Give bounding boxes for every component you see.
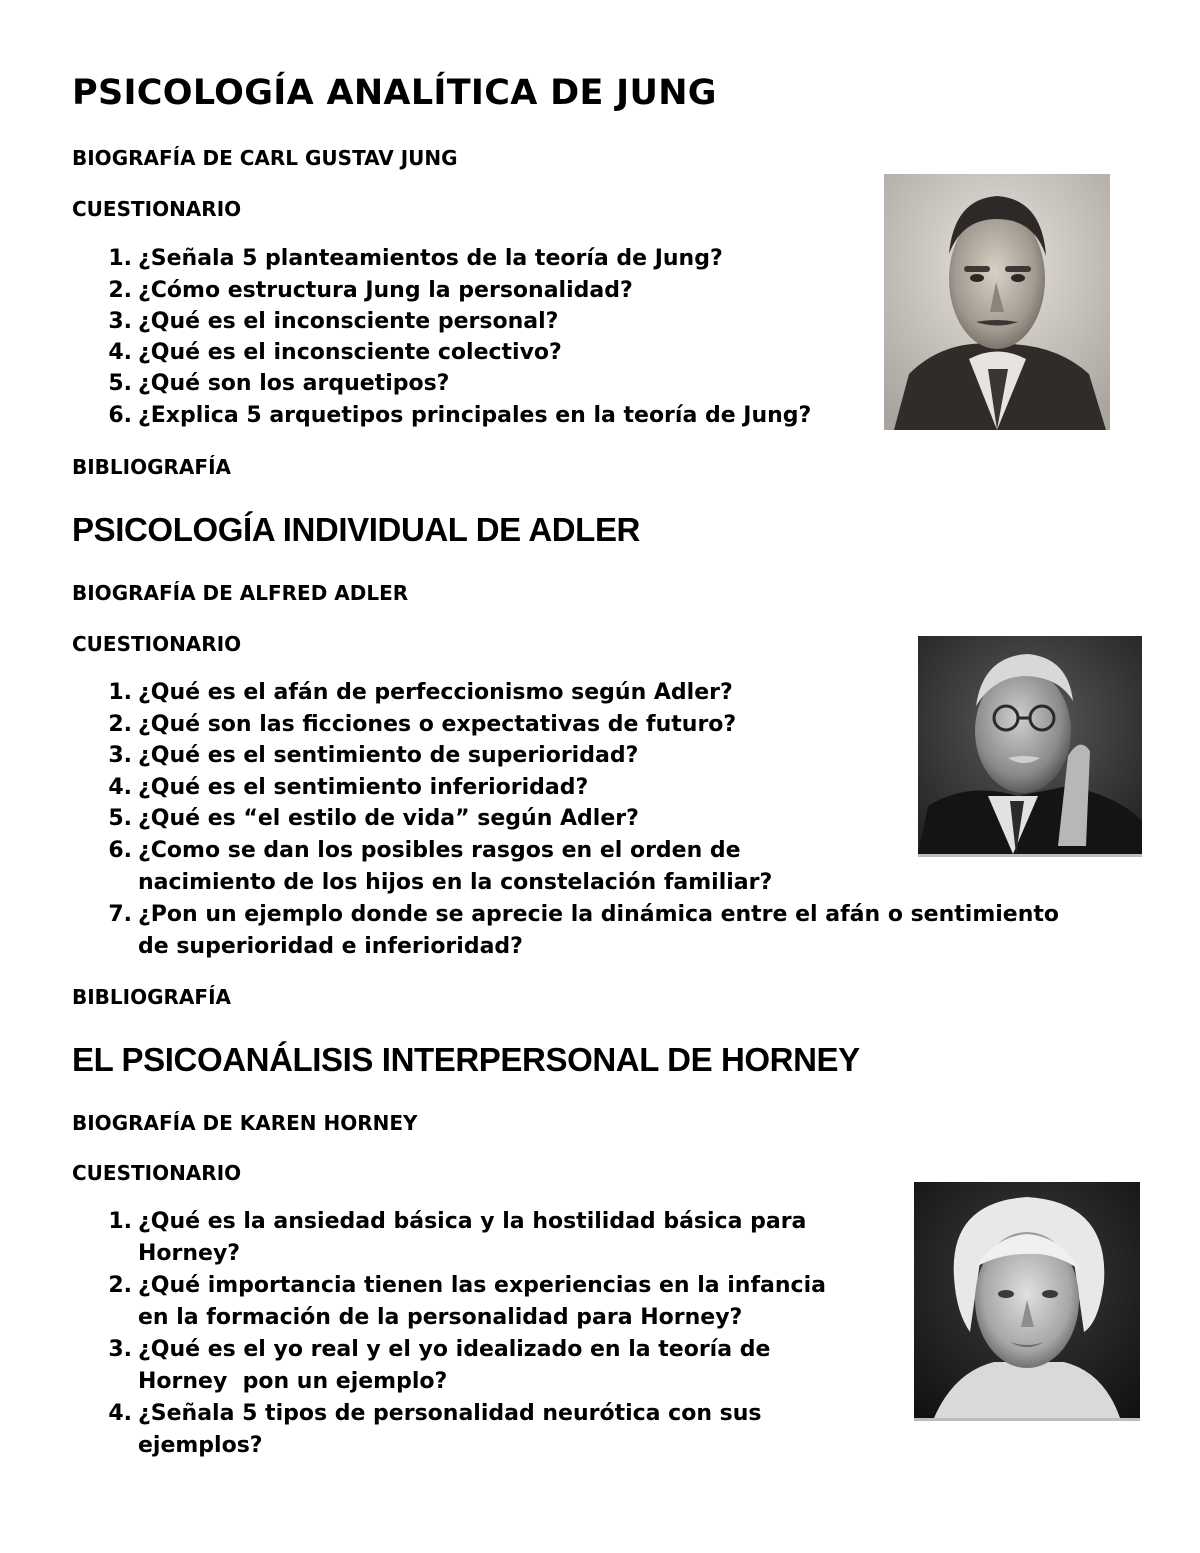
question-number: 7. <box>108 902 132 927</box>
question-text: ¿Qué es el sentimiento de superioridad? <box>138 743 639 768</box>
list-item <box>102 400 882 432</box>
question-text-continued: ejemplos? <box>138 1433 263 1458</box>
horney-section-title: EL PSICOANÁLISIS INTERPERSONAL DE HORNEY <box>72 1041 860 1078</box>
question-text: ¿Qué importancia tienen las experiencias en la infancia <box>138 1273 826 1298</box>
question-number: 1. <box>108 680 132 705</box>
question-number: 1. <box>108 1209 132 1234</box>
question-number: 4. <box>108 775 132 800</box>
list-item <box>102 243 882 275</box>
question-text: ¿Como se dan los posibles rasgos en el orden de <box>138 838 741 863</box>
question-text-continued: Horney pon un ejemplo? <box>138 1369 448 1394</box>
question-text-continued: nacimiento de los hijos en la constelación familiar? <box>138 870 773 895</box>
horney-portrait-image <box>914 1182 1140 1418</box>
question-text: ¿Qué es el inconsciente colectivo? <box>138 340 562 365</box>
question-text: ¿Señala 5 tipos de personalidad neurótica con sus <box>138 1401 762 1426</box>
list-item <box>102 368 882 400</box>
list-item <box>102 1206 892 1270</box>
jung-portrait-image <box>884 174 1110 430</box>
question-text: ¿Cómo estructura Jung la personalidad? <box>138 278 633 303</box>
adler-biography-heading: BIOGRAFÍA DE ALFRED ADLER <box>72 581 409 605</box>
question-number: 3. <box>108 743 132 768</box>
horney-questionnaire-heading: CUESTIONARIO <box>72 1161 242 1185</box>
list-item <box>102 275 882 306</box>
list-item <box>102 899 1152 963</box>
question-number: 3. <box>108 1337 132 1362</box>
question-text: ¿Qué es el inconsciente personal? <box>138 309 559 334</box>
question-text-continued: Horney? <box>138 1241 241 1266</box>
question-text: ¿Explica 5 arquetipos principales en la teoría de Jung? <box>138 403 812 428</box>
question-text: ¿Pon un ejemplo donde se aprecie la dinámica entre el afán o sentimiento <box>138 902 1060 927</box>
list-item <box>102 1270 892 1334</box>
jung-biography-heading: BIOGRAFÍA DE CARL GUSTAV JUNG <box>72 146 458 170</box>
question-text: ¿Qué son los arquetipos? <box>138 371 450 396</box>
adler-questionnaire-heading: CUESTIONARIO <box>72 632 242 656</box>
adler-bibliography-heading: BIBLIOGRAFÍA <box>72 985 231 1009</box>
question-text-continued: en la formación de la personalidad para Horney? <box>138 1305 743 1330</box>
question-number: 1. <box>108 246 132 271</box>
question-number: 4. <box>108 1401 132 1426</box>
question-number: 6. <box>108 838 132 863</box>
question-text: ¿Qué es el yo real y el yo idealizado en la teoría de <box>138 1337 771 1362</box>
question-text: ¿Qué son las ficciones o expectativas de futuro? <box>138 712 737 737</box>
list-item <box>102 1398 892 1462</box>
question-text: ¿Qué es la ansiedad básica y la hostilidad básica para <box>138 1209 807 1234</box>
question-number: 5. <box>108 806 132 831</box>
jung-question-list <box>102 243 882 432</box>
list-item <box>102 1334 892 1398</box>
question-text-continued: de superioridad e inferioridad? <box>138 934 523 959</box>
question-number: 5. <box>108 371 132 396</box>
question-number: 3. <box>108 309 132 334</box>
horney-question-list <box>102 1206 892 1462</box>
question-text: ¿Qué es “el estilo de vida” según Adler? <box>138 806 639 831</box>
question-number: 6. <box>108 403 132 428</box>
question-number: 4. <box>108 340 132 365</box>
list-item <box>102 306 882 337</box>
jung-section-title: PSICOLOGÍA ANALÍTICA DE JUNG <box>72 73 717 113</box>
adler-portrait-image <box>918 636 1142 854</box>
jung-questionnaire-heading: CUESTIONARIO <box>72 197 242 221</box>
question-number: 2. <box>108 278 132 303</box>
question-number: 2. <box>108 1273 132 1298</box>
question-text: ¿Señala 5 planteamientos de la teoría de Jung? <box>138 246 723 271</box>
adler-section-title: PSICOLOGÍA INDIVIDUAL DE ADLER <box>72 511 640 548</box>
question-number: 2. <box>108 712 132 737</box>
horney-biography-heading: BIOGRAFÍA DE KAREN HORNEY <box>72 1111 418 1135</box>
jung-bibliography-heading: BIBLIOGRAFÍA <box>72 455 231 479</box>
question-text: ¿Qué es el afán de perfeccionismo según Adler? <box>138 680 733 705</box>
list-item <box>102 337 882 368</box>
question-text: ¿Qué es el sentimiento inferioridad? <box>138 775 589 800</box>
